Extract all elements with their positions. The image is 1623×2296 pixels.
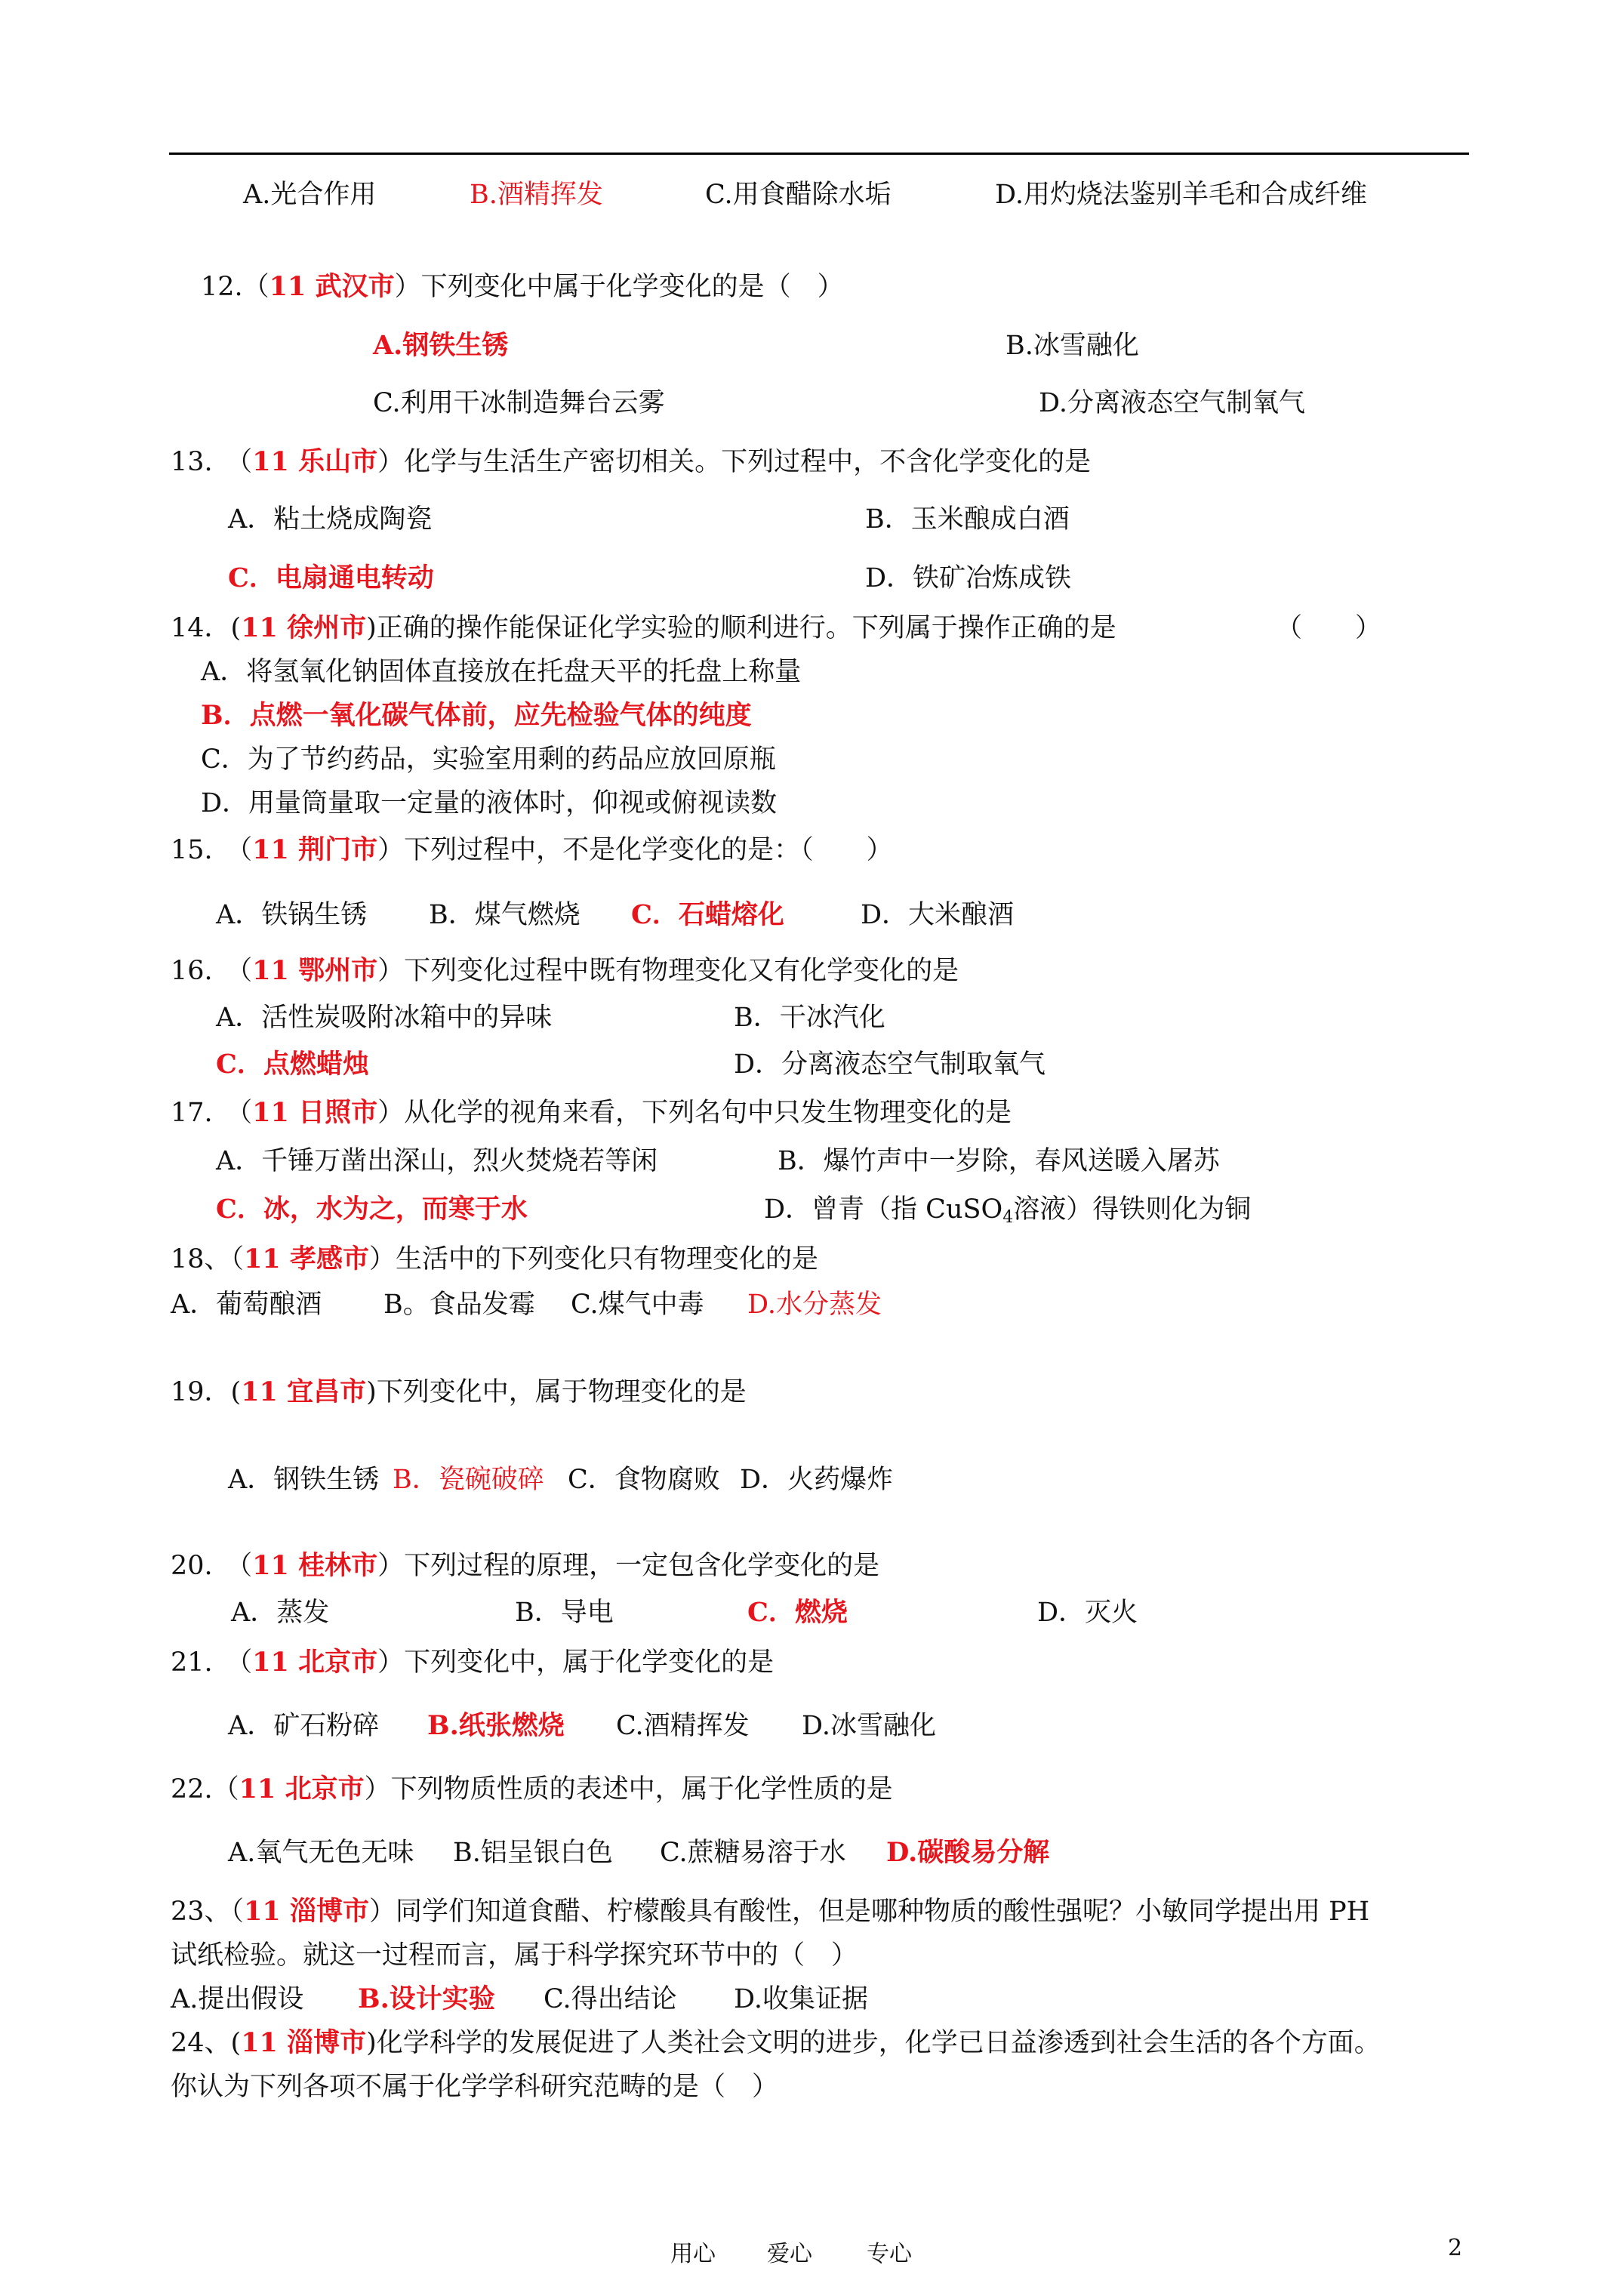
q23-option-a: A.提出假设 — [171, 1984, 304, 2014]
q17-option-d: D．曾青（指 CuSO$_4$溶液）得铁则化为铜 — [764, 1194, 1252, 1227]
q15-stem: 15. （11 荆门市）下列过程中，不是化学变化的是：（ ） — [171, 834, 893, 865]
q15-option-a: A．铁锅生锈 — [216, 900, 368, 930]
q23-stem: 23、（11 淄博市）同学们知道食醋、柠檬酸具有酸性，但是哪种物质的酸性强呢？小敏同学提出用 PH — [171, 1896, 1370, 1927]
q17-stem: 17. （11 日照市）从化学的视角来看，下列名句中只发生物理变化的是 — [171, 1097, 1012, 1128]
q23-option-d: D.收集证据 — [734, 1984, 868, 2014]
q19-option-b: B．瓷碗破碎 — [393, 1465, 544, 1495]
q16-stem: 16. （11 鄂州市）下列变化过程中既有物理变化又有化学变化的是 — [171, 955, 959, 986]
q14-option-a: A．将氢氧化钠固体直接放在托盘天平的托盘上称量 — [201, 657, 802, 687]
footer-text-2: 爱心 — [767, 2241, 812, 2267]
q13-option-d: D．铁矿冶炼成铁 — [865, 563, 1072, 593]
q21-option-d: D.冰雪融化 — [802, 1711, 936, 1741]
q20-option-a: A．蒸发 — [231, 1598, 330, 1628]
header-rule — [169, 153, 1469, 155]
q12-option-a: A.钢铁生锈 — [373, 330, 509, 361]
q22-option-c: C.蔗糖易溶于水 — [660, 1838, 846, 1868]
q20-option-d: D．灭火 — [1037, 1598, 1138, 1628]
q23-stem-line2: 试纸检验。就这一过程而言，属于科学探究环节中的（ ） — [171, 1940, 858, 1971]
q13-option-b: B．玉米酿成白酒 — [865, 504, 1070, 535]
q18-option-d: D.水分蒸发 — [747, 1290, 882, 1320]
q20-option-b: B．导电 — [515, 1598, 614, 1628]
q19-option-a: A．钢铁生锈 — [228, 1465, 380, 1495]
footer-text-1: 用心 — [670, 2241, 716, 2267]
q16-option-b: B．干冰汽化 — [734, 1003, 885, 1033]
q18-option-b: B。食品发霉 — [383, 1290, 535, 1320]
q20-option-c: C．燃烧 — [747, 1597, 848, 1628]
q21-option-b: B.纸张燃烧 — [427, 1710, 565, 1741]
q22-option-b: B.铝呈银白色 — [453, 1838, 613, 1868]
q11-option-d: D.用灼烧法鉴别羊毛和合成纤维 — [995, 180, 1367, 210]
q17-option-c: C．冰，水为之，而寒于水 — [216, 1194, 528, 1225]
q22-stem: 22.（11 北京市）下列物质性质的表述中，属于化学性质的是 — [171, 1774, 893, 1804]
q12-option-b: B.冰雪融化 — [1006, 331, 1139, 361]
q22-option-d: D.碳酸易分解 — [886, 1837, 1050, 1868]
page-number: 2 — [1448, 2235, 1463, 2261]
q15-option-d: D．大米酿酒 — [861, 900, 1015, 930]
q21-option-a: A．矿石粉碎 — [228, 1711, 380, 1741]
q18-option-c: C.煤气中毒 — [571, 1290, 704, 1320]
q13-option-a: A．粘土烧成陶瓷 — [228, 504, 433, 535]
q17-option-b: B．爆竹声中一岁除，春风送暖入屠苏 — [778, 1146, 1220, 1176]
footer-text-3: 专心 — [867, 2241, 912, 2267]
q17-option-a: A．千锤万凿出深山，烈火焚烧若等闲 — [216, 1146, 658, 1176]
q24-stem-line2: 你认为下列各项不属于化学学科研究范畴的是（ ） — [171, 2072, 779, 2102]
q12-option-c: C.利用干冰制造舞台云雾 — [373, 388, 665, 418]
q22-option-a: A.氧气无色无味 — [228, 1838, 414, 1868]
q11-option-c: C.用食醋除水垢 — [705, 180, 892, 210]
q14-answer-paren: （ ） — [1276, 613, 1382, 643]
q12-option-d: D.分离液态空气制氧气 — [1039, 388, 1305, 418]
q14-option-b: B．点燃一氧化碳气体前，应先检验气体的纯度 — [201, 700, 752, 731]
q21-option-c: C.酒精挥发 — [616, 1711, 750, 1741]
q13-option-c: C．电扇通电转动 — [228, 562, 434, 593]
q23-option-c: C.得出结论 — [544, 1984, 677, 2014]
q12-stem: 12.（11 武汉市）下列变化中属于化学变化的是（ ） — [201, 271, 844, 302]
q14-option-c: C．为了节约药品，实验室用剩的药品应放回原瓶 — [201, 744, 776, 775]
q19-stem: 19．(11 宜昌市)下列变化中，属于物理变化的是 — [171, 1376, 747, 1407]
q15-option-c: C．石蜡熔化 — [631, 899, 784, 930]
q11-option-b: B.酒精挥发 — [470, 180, 603, 210]
q18-stem: 18、（11 孝感市）生活中的下列变化只有物理变化的是 — [171, 1244, 818, 1274]
q11-option-a: A.光合作用 — [243, 180, 377, 210]
q21-stem: 21. （11 北京市）下列变化中，属于化学变化的是 — [171, 1647, 775, 1678]
q19-option-c: C．食物腐败 — [568, 1465, 720, 1495]
q16-option-c: C．点燃蜡烛 — [216, 1049, 369, 1080]
q23-option-b: B.设计实验 — [358, 1983, 495, 2014]
q20-stem: 20. （11 桂林市）下列过程的原理，一定包含化学变化的是 — [171, 1550, 880, 1581]
q14-option-d: D．用量筒量取一定量的液体时，仰视或俯视读数 — [201, 788, 778, 818]
q14-stem: 14．(11 徐州市)正确的操作能保证化学实验的顺利进行。下列属于操作正确的是 — [171, 612, 1116, 643]
q16-option-d: D．分离液态空气制取氧气 — [734, 1049, 1046, 1080]
q15-option-b: B．煤气燃烧 — [429, 900, 581, 930]
q19-option-d: D．火药爆炸 — [740, 1465, 894, 1495]
q16-option-a: A．活性炭吸附冰箱中的异味 — [216, 1003, 553, 1033]
q24-stem: 24、(11 淄博市)化学科学的发展促进了人类社会文明的进步，化学已日益渗透到社会生活的各个方面。 — [171, 2027, 1381, 2058]
q13-stem: 13. （11 乐山市）化学与生活生产密切相关。下列过程中，不含化学变化的是 — [171, 446, 1092, 477]
q18-option-a: A．葡萄酿酒 — [171, 1290, 322, 1320]
